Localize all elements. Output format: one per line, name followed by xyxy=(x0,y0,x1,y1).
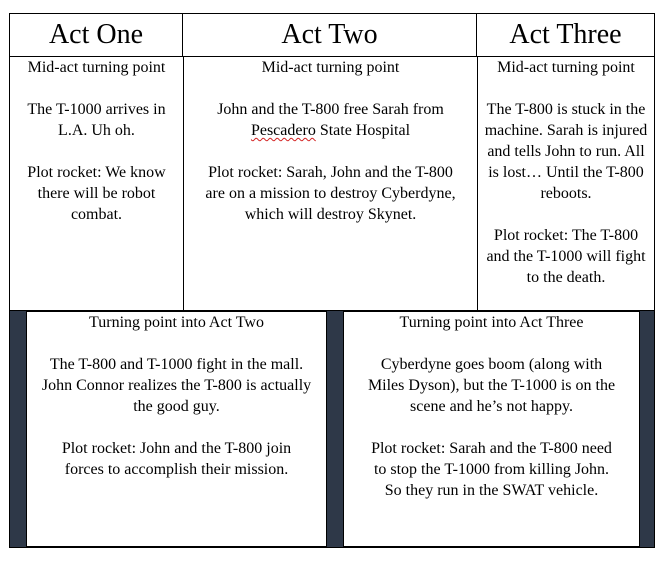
midpoint-event-line: John and the T-800 free Sarah from xyxy=(217,101,444,118)
plot-rocket: Plot rocket: We know there will be robot combat. xyxy=(27,164,166,223)
turning-point-label: Turning point into Act Three xyxy=(399,314,584,331)
plot-rocket: Plot rocket: The T-800 and the T-1000 will fight to the death. xyxy=(486,227,646,286)
midpoint-label: Mid-act turning point xyxy=(261,59,400,76)
midpoint-event: The T-800 is stuck in the machine. Sarah is injured and tells John to run. All is lost… Until the T-800 reboots. xyxy=(484,101,648,202)
turn-into-act-three-box xyxy=(343,311,640,547)
turn-into-act-three-content xyxy=(344,312,639,501)
midpoint-label: Mid-act turning point xyxy=(27,59,166,76)
plot-rocket: Plot rocket: Sarah, John and the T-800 are on a mission to destroy Cyberdyne, which will destroy Skynet. xyxy=(205,164,456,223)
midpoint-event-place xyxy=(194,120,467,141)
turning-point-event: Cyberdyne goes boom (along with Miles Dyson), but the T-1000 is on the scene and he’s not happy. xyxy=(367,356,616,415)
midpoint-event: The T-1000 arrives in L.A. Uh oh. xyxy=(27,101,166,139)
place-rest: State Hospital xyxy=(315,122,411,139)
plot-rocket: Plot rocket: Sarah and the T-800 need to stop the T-1000 from killing John. So they run in the SWAT vehicle. xyxy=(371,440,612,499)
act-three-header: Act Three xyxy=(509,19,622,50)
story-structure-table xyxy=(9,13,655,548)
act-three-midpoint-cell xyxy=(478,57,654,288)
turn-into-act-two-box xyxy=(26,311,327,547)
act-one-midpoint-cell xyxy=(10,57,183,225)
act-two-header: Act Two xyxy=(183,14,477,56)
plot-rocket: Plot rocket: John and the T-800 join forces to accomplish their mission. xyxy=(61,440,292,478)
turning-point-label: Turning point into Act Two xyxy=(89,314,264,331)
turning-point-event: The T-800 and T-1000 fight in the mall. John Connor realizes the T-800 is actually the good guy. xyxy=(41,356,312,415)
act-two-midpoint-cell xyxy=(184,57,477,225)
turn-into-act-two-content xyxy=(27,312,326,480)
midpoint-label: Mid-act turning point xyxy=(497,59,635,76)
act-one-header: Act One xyxy=(10,14,183,56)
spellcheck-word: Pescadero xyxy=(250,122,316,139)
